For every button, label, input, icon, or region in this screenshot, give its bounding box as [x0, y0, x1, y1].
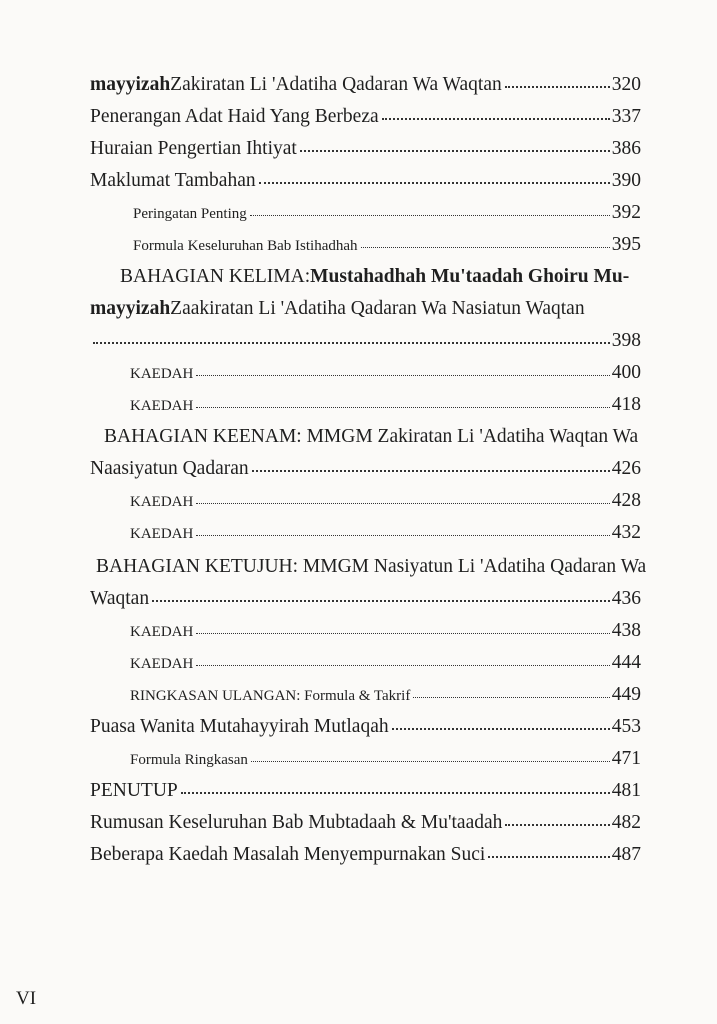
- toc-entry-page: 432: [611, 522, 641, 543]
- toc-entry-title: RINGKASAN ULANGAN: Formula & Takrif: [130, 688, 411, 704]
- toc-entry: [0, 170, 717, 202]
- toc-subentry: [0, 490, 717, 522]
- dot-leader: [413, 697, 609, 698]
- toc-subentry: [0, 522, 717, 554]
- toc-section-heading: [0, 556, 717, 588]
- dot-leader: [196, 407, 609, 408]
- toc-entry-page: 386: [611, 138, 641, 159]
- toc-entry-title: KAEDAH: [130, 526, 194, 542]
- toc-entry-page: 444: [611, 652, 641, 673]
- section-title: Zaakiratan Li 'Adatiha Qadaran Wa Nasiatun Waqtan: [170, 298, 585, 319]
- toc-entry-title: KAEDAH: [130, 494, 194, 510]
- toc-entry-page: 426: [611, 458, 641, 479]
- toc-entry-title: Puasa Wanita Mutahayyirah Mutlaqah: [90, 716, 389, 737]
- toc-entry: [0, 844, 717, 876]
- dot-leader: [196, 665, 609, 666]
- toc-entry: [0, 106, 717, 138]
- dot-leader: [251, 761, 610, 762]
- toc-subentry: [0, 748, 717, 780]
- toc-entry-title: KAEDAH: [130, 366, 194, 382]
- dot-leader: [252, 470, 610, 472]
- page-number: VI: [16, 988, 37, 1009]
- section-title: BAHAGIAN KEENAM: MMGM Zakiratan Li 'Adatiha Waqtan Wa: [104, 426, 639, 447]
- toc-entry: [0, 716, 717, 748]
- toc-subentry: [0, 362, 717, 394]
- toc-entry-page: 418: [611, 394, 641, 415]
- toc-entry-title: Maklumat Tambahan: [90, 170, 256, 191]
- toc-entry-title: KAEDAH: [130, 656, 194, 672]
- toc-entry: [0, 812, 717, 844]
- toc-entry-title: Huraian Pengertian Ihtiyat: [90, 138, 297, 159]
- section-title-bold: mayyizah: [90, 298, 171, 319]
- toc-entry-title: Beberapa Kaedah Masalah Menyempurnakan Suci: [90, 844, 486, 865]
- dot-leader: [196, 535, 609, 536]
- toc-entry: [0, 74, 717, 106]
- toc-entry-title: Waqtan: [90, 588, 150, 609]
- toc-subentry: [0, 620, 717, 652]
- toc-entry-page: 428: [611, 490, 641, 511]
- toc-section-heading: [0, 266, 717, 298]
- toc-entry-title: Formula Ringkasan: [130, 752, 248, 768]
- toc-entry-title: Formula Keseluruhan Bab Istihadhah: [133, 238, 358, 254]
- dot-leader: [392, 728, 610, 730]
- dot-leader: [505, 824, 609, 826]
- section-label: BAHAGIAN KELIMA:: [120, 266, 311, 287]
- toc-entry-page: 395: [611, 234, 641, 255]
- dot-leader: [196, 633, 609, 634]
- toc-entry-page: 482: [611, 812, 641, 833]
- toc-section-heading: [0, 298, 717, 330]
- dot-leader: [152, 600, 610, 602]
- toc-entry: [0, 458, 717, 490]
- toc-subentry: [0, 234, 717, 266]
- dot-leader: [300, 150, 610, 152]
- toc-entry-page: 337: [611, 106, 641, 127]
- dot-leader: [93, 342, 610, 344]
- toc-entry-page: 481: [611, 780, 641, 801]
- toc-entry: [0, 138, 717, 170]
- section-title-bold: Mustahadhah Mu'taadah Ghoiru Mu-: [310, 266, 630, 287]
- toc-entry-title: Naasiyatun Qadaran: [90, 458, 249, 479]
- dot-leader: [250, 215, 610, 216]
- toc-entry-title: Zakiratan Li 'Adatiha Qadaran Wa Waqtan: [170, 74, 502, 95]
- toc-entry-title: PENUTUP: [90, 780, 178, 801]
- toc-entry-page: 453: [611, 716, 641, 737]
- toc-entry: [0, 588, 717, 620]
- toc-entry-title: Penerangan Adat Haid Yang Berbeza: [90, 106, 379, 127]
- toc-entry-page: 487: [611, 844, 641, 865]
- toc-entry-page: 471: [611, 748, 641, 769]
- toc-subentry: [0, 202, 717, 234]
- dot-leader: [181, 792, 610, 794]
- toc-entry-page: 449: [611, 684, 641, 705]
- toc-subentry: [0, 684, 717, 716]
- dot-leader: [259, 182, 610, 184]
- dot-leader: [196, 503, 609, 504]
- dot-leader: [505, 86, 610, 88]
- dot-leader: [382, 118, 610, 120]
- toc-entry-page: 390: [611, 170, 641, 191]
- toc-entry: [0, 330, 717, 362]
- toc-entry-page: 400: [611, 362, 641, 383]
- toc-entry-page: 392: [611, 202, 641, 223]
- toc-entry-page: 320: [611, 74, 641, 95]
- toc-entry: [0, 780, 717, 812]
- toc-entry-title: KAEDAH: [130, 624, 194, 640]
- toc-entry-page: 438: [611, 620, 641, 641]
- toc-entry-title: KAEDAH: [130, 398, 194, 414]
- dot-leader: [488, 856, 609, 858]
- toc-subentry: [0, 394, 717, 426]
- toc-section-heading: [0, 426, 717, 458]
- toc-entry-page: 436: [611, 588, 641, 609]
- dot-leader: [196, 375, 609, 376]
- section-title: BAHAGIAN KETUJUH: MMGM Nasiyatun Li 'Adatiha Qadaran Wa: [96, 556, 647, 577]
- toc-subentry: [0, 652, 717, 684]
- toc-entry-title: Peringatan Penting: [133, 206, 247, 222]
- toc-entry-title: Rumusan Keseluruhan Bab Mubtadaah & Mu'taadah: [90, 812, 503, 833]
- toc-entry-bold: mayyizah: [90, 74, 171, 95]
- dot-leader: [361, 247, 610, 248]
- toc-entry-page: 398: [611, 330, 641, 351]
